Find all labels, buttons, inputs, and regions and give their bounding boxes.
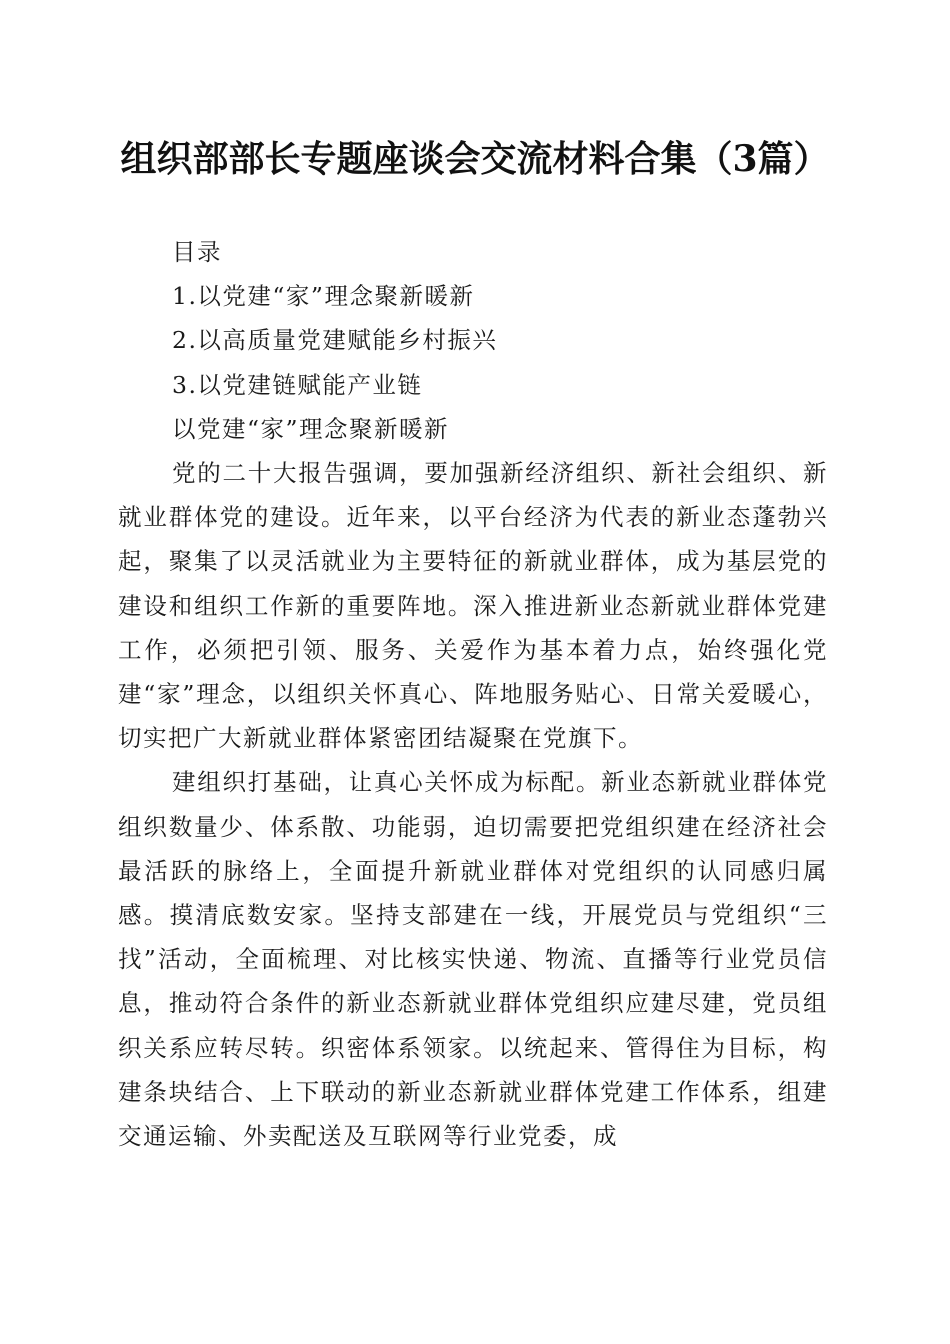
toc-item-2: 2.以高质量党建赋能乡村振兴 [172, 326, 498, 355]
paragraph-1: 党的二十大报告强调，要加强新经济组织、新社会组织、新就业群体党的建设。近年来，以平台经济为代表的新业态蓬勃兴起，聚集了以灵活就业为主要特征的新就业群体，成为基层党的建设和组织工作新的重要阵地。深入推进新业态新就业群体党建工作，必须把引领、服务、关爱作为基本着力点，始终强化党建“家”理念，以组织关怀真心、阵地服务贴心、日常关爱暖心，切实把广大新就业群体紧密团结凝聚在党旗下。 [118, 458, 828, 753]
toc-heading: 目录 [172, 238, 222, 266]
document-body [118, 230, 828, 1158]
document-title: 组织部部长专题座谈会交流材料合集（3篇） [120, 138, 830, 180]
paragraph-2: 建组织打基础，让真心关怀成为标配。新业态新就业群体党组织数量少、体系散、功能弱，迫切需要把党组织建在经济社会最活跃的脉络上，全面提升新就业群体对党组织的认同感归属感。摸清底数安家。坚持支部建在一线，开展党员与党组织“三找”活动，全面梳理、对比核实快递、物流、直播等行业党员信息，推动符合条件的新业态新就业群体党组织应建尽建，党员组织关系应转尽转。织密体系领家。以统起来、管得住为目标，构建条块结合、上下联动的新业态新就业群体党建工作体系，组建交通运输、外卖配送及互联网等行业党委，成 [118, 768, 828, 1150]
section-title: 以党建“家”理念聚新暖新 [172, 414, 450, 443]
toc-item-1: 1.以党建“家”理念聚新暖新 [172, 282, 475, 311]
toc-item-3: 3.以党建链赋能产业链 [172, 370, 423, 399]
